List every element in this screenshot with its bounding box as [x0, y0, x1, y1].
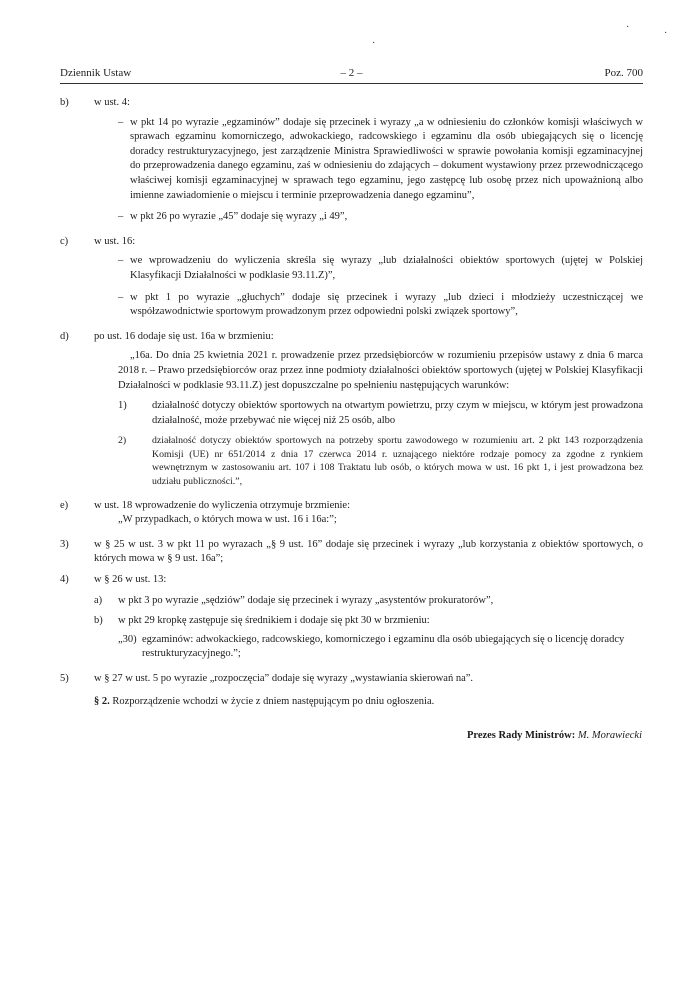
item-marker: c) — [60, 235, 69, 247]
point-4a — [94, 594, 643, 609]
point-marker: 3) — [60, 538, 69, 550]
point-30 — [118, 633, 643, 662]
scan-speck: · — [626, 22, 630, 33]
dash-marker: – — [118, 211, 124, 223]
document-body — [60, 96, 643, 709]
quote-item-text: działalność dotyczy obiektów sportowych na potrzeby sportu zawodowego w rozumieniu art. 2 pkt 143 rozporządzenia Komisji (UE) nr 651/2014 z dnia 17 czerwca 2014 r. uznającego niektóre rodzaje pomocy za zgodne z rynkiem wewnętrznym w zastosowaniu art. 107 i 108 Traktatu lub osób, o których mowa w ust. 16 pkt 1, i jest prowadzona bez udziału publiczności.”, — [152, 435, 643, 488]
point-4 — [60, 573, 643, 588]
section-number: § 2. — [94, 695, 110, 707]
point-4b — [94, 614, 643, 629]
quote-text: „16a. Do dnia 25 kwietnia 2021 r. prowadzenie przez przedsiębiorców w rozumieniu przepisów ustawy z dnia 6 marca 2018 r. – Prawo przedsiębiorców oraz przez inne podmioty działalności obiektów sportowych (ujętej w Polskiej Klasyfikacji Działalności w podklasie 93.11.Z) jest dopuszczalne po spełnieniu następujących warunków: — [118, 350, 643, 391]
position-number: Poz. 700 — [604, 67, 643, 79]
item-title: w ust. 18 wprowadzenie do wyliczenia otrzymuje brzmienie: — [94, 499, 350, 511]
item-c — [60, 235, 643, 250]
quote-item — [118, 399, 643, 428]
point-5 — [60, 672, 643, 687]
page-number: – 2 – — [340, 67, 363, 79]
quote-item-marker: 2) — [118, 435, 127, 447]
page-header — [60, 66, 643, 82]
item-d — [60, 330, 643, 345]
quote-item-text: działalność dotyczy obiektów sportowych na otwartym powietrzu, przy czym w miejscu, w którym jest prowadzona działalność, może przebywać nie więcej niż 25 osób, albo — [152, 400, 643, 426]
dash-marker: – — [118, 116, 124, 128]
scan-speck: · — [372, 38, 376, 49]
section-2 — [94, 695, 643, 710]
section-text: Rozporządzenie wchodzi w życie z dniem następującym po dniu ogłoszenia. — [112, 695, 435, 707]
item-text: w pkt 3 po wyrazie „sędziów” dodaje się przecinek i wyrazy „asystentów prokuratorów”, — [118, 594, 494, 606]
dash-item — [118, 116, 643, 204]
journal-title: Dziennik Ustaw — [60, 67, 132, 79]
item-b — [60, 96, 643, 111]
quote-text: „W przypadkach, o których mowa w ust. 16 i 16a:”; — [118, 514, 337, 526]
item-marker: e) — [60, 499, 69, 511]
item-marker: d) — [60, 330, 69, 342]
item-title: po ust. 16 dodaje się ust. 16a w brzmieniu: — [94, 330, 274, 342]
quote-item — [118, 434, 643, 488]
item-title: w ust. 16: — [94, 235, 136, 247]
item-text: egzaminów: adwokackiego, radcowskiego, komorniczego i egzaminu dla osób ubiegających się o licencję doradcy restrukturyzacyjnego.”; — [142, 633, 625, 660]
dash-text: w pkt 1 po wyrazie „głuchych” dodaje się przecinek i wyrazy „lub dzieci i młodzieży uczestniczącej we współzawodnictwie sportowym prowadzonym przez odpowiedni polski związek sportowy”, — [130, 291, 643, 318]
quoted-paragraph-16a — [118, 349, 643, 393]
point-text: w § 26 w ust. 13: — [94, 574, 167, 586]
dash-item — [118, 254, 643, 283]
item-marker: „30) — [118, 633, 137, 645]
dash-text: w pkt 14 po wyrazie „egzaminów” dodaje się przecinek i wyrazy „a w odniesieniu do członków komisji właściwych w sprawach egzaminu komorniczego, adwokackiego, radcowskiego i egzaminu dla osób ubiegających się o licencję doradcy restrukturyzacyjnego, jest zarządzenie Ministra Sprawiedliwości w sprawie powołania komisji egzaminacyjnej do przeprowadzenia danego egzaminu, zaś w odniesieniu do zdających – dokument wystawiony przez przewodniczącego właściwej komisji egzaminacyjnej w sprawach tego egzaminu, jego zastępcę lub osobę przez nich upoważnioną albo imienne zawiadomienie o miejscu i terminie przeprowadzenia danego egzaminu”, — [130, 116, 643, 201]
item-e — [60, 499, 643, 514]
point-3 — [60, 538, 643, 567]
point-text: w § 25 w ust. 3 w pkt 11 po wyrazach „§ 9 ust. 16” dodaje się przecinek i wyrazy „lub korzystania z obiektów sportowych, o których mowa w § 9 ust. 16a”; — [94, 538, 643, 565]
dash-text: w pkt 26 po wyrazie „45” dodaje się wyrazy „i 49”, — [130, 211, 348, 223]
dash-marker: – — [118, 255, 124, 267]
dash-item — [118, 210, 643, 225]
item-text: w pkt 29 kropkę zastępuje się średnikiem i dodaje się pkt 30 w brzmieniu: — [118, 615, 430, 627]
dash-text: we wprowadzeniu do wyliczenia skreśla się wyrazy „lub działalności obiektów sportowych (ujętej w Polskiej Klasyfikacji Działalności w podklasie 93.11.Z)”, — [130, 255, 643, 281]
point-marker: 5) — [60, 673, 69, 684]
point-text: w § 27 w ust. 5 po wyrazie „rozpoczęcia” dodaje się wyrazy „wystawiania skierowań na”. — [94, 673, 474, 684]
dash-item — [118, 291, 643, 320]
item-marker: b) — [94, 615, 103, 627]
header-rule — [60, 83, 643, 84]
quote-item-marker: 1) — [118, 400, 127, 412]
point-marker: 4) — [60, 574, 69, 586]
item-marker: a) — [94, 594, 103, 606]
item-title: w ust. 4: — [94, 97, 130, 108]
signature-role: Prezes Rady Ministrów: — [466, 730, 576, 741]
scan-speck: · — [664, 28, 668, 39]
signature-name: M. Morawiecki — [577, 730, 642, 741]
item-marker: b) — [60, 97, 69, 108]
signature-block — [467, 729, 642, 743]
dash-marker: – — [118, 291, 124, 303]
